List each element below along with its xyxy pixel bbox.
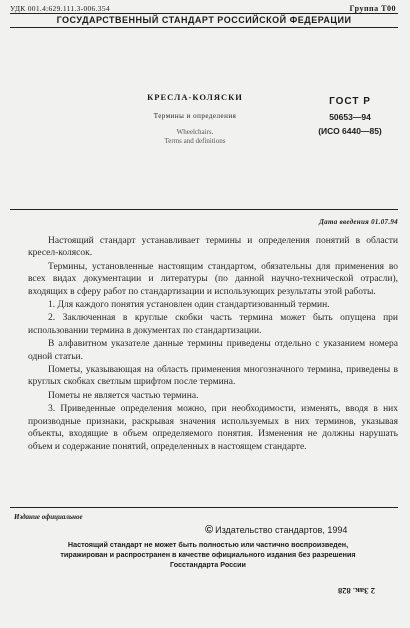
footer-rule — [10, 507, 398, 508]
udk-code: УДК 001.4:629.111.3-006.354 — [10, 4, 110, 13]
paragraph: Настоящий стандарт устанавливает термины и определения понятий в области кресел-колясок. — [28, 236, 398, 259]
standard-name: ГОСУДАРСТВЕННЫЙ СТАНДАРТ РОССИЙСКОЙ ФЕДЕРАЦИИ — [56, 15, 352, 25]
group-code: Группа Т00 — [349, 4, 396, 13]
copyright-icon: © — [205, 524, 214, 536]
standard-rule — [10, 27, 398, 28]
english-title — [110, 128, 280, 146]
english-title-line-2: Terms and definitions — [164, 137, 226, 145]
order-number: 2 Зак. 828 — [338, 586, 376, 596]
title-rule — [10, 209, 398, 210]
top-rule — [10, 13, 398, 14]
copyright-text: Издательство стандартов, 1994 — [215, 525, 348, 535]
copyright — [205, 524, 347, 536]
iso-number: (ИСО 6440—85) — [318, 126, 382, 136]
paragraph: Термины, установленные настоящим стандартом, обязательны для применения во всех видах документации и литературы (по данной научно-технической отрасли), входящих в сферу работ по стандартизации и использующих результаты этой работы. — [28, 261, 398, 297]
introduction-date: Дата введения 01.07.94 — [319, 218, 398, 226]
gost-number: 50653—94 — [329, 112, 371, 122]
notice-line-3: Госстандарта России — [170, 560, 246, 569]
gost-label: ГОСТ Р — [329, 96, 371, 107]
body-text — [28, 235, 398, 454]
document-title: КРЕСЛА-КОЛЯСКИ — [147, 92, 243, 102]
official-edition: Издание официальное — [14, 513, 83, 521]
paragraph: Пометы не является частью термина. — [48, 390, 199, 401]
notice-line-2: тиражирован и распространен в качестве официального издания без разрешения — [60, 550, 356, 559]
notice-line-1: Настоящий стандарт не может быть полностью или частично воспроизведен, — [67, 540, 349, 549]
paragraph: В алфавитном указателе данные термины приведены отдельно с указанием номера одной статьи. — [28, 339, 398, 362]
english-title-line-1: Wheelchairs. — [176, 128, 214, 136]
paragraph: 1. Для каждого понятия установлен один стандартизованный термин. — [48, 300, 330, 311]
paragraph: 3. Приведенные определения можно, при необходимости, изменять, вводя в них производные признаки, раскрывая значения используемых в них терминов, указывая объекты, входящие в объем определяемого понятия. Изменения не должны нарушать объем и содержание понятий, определенных в настоящем стандарте. — [28, 404, 398, 452]
document-subtitle: Термины и определения — [153, 112, 237, 120]
paragraph: Пометы, указывающая на область применения многозначного термина, приведены в круглых скобках светлым шрифтом после термина. — [28, 365, 398, 388]
paragraph: 2. Заключенная в круглые скобки часть термина может быть опущена при использовании термина в документах по стандартизации. — [28, 313, 398, 336]
reproduction-notice — [18, 540, 398, 570]
